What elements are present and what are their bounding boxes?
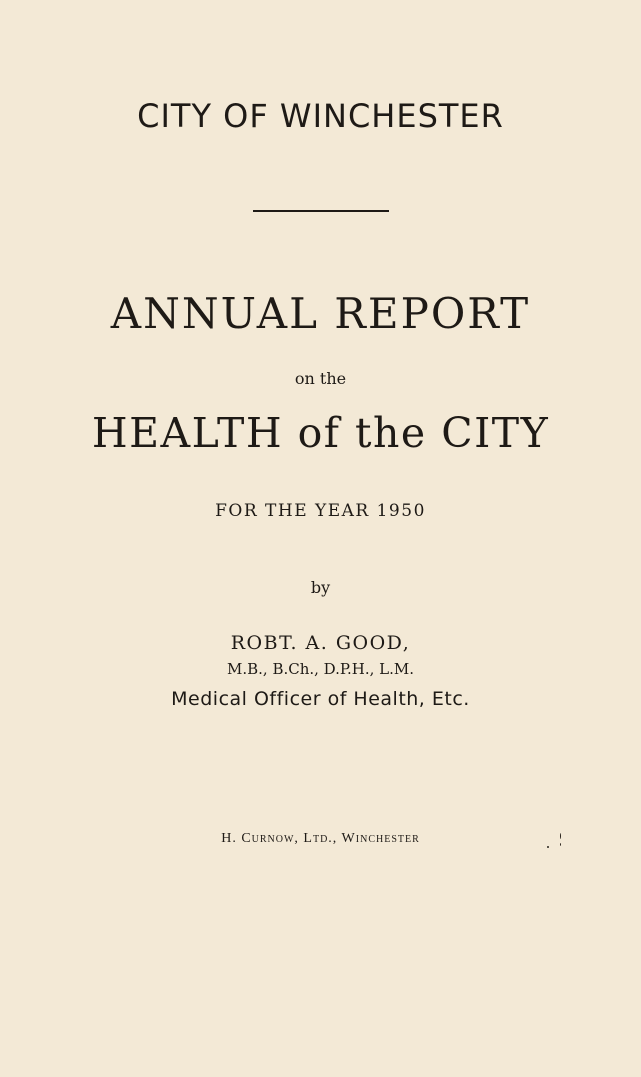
report-title: ANNUAL REPORT [110, 289, 531, 338]
title-divider [253, 210, 389, 212]
paper-speck [547, 846, 549, 848]
city-title: CITY OF WINCHESTER [137, 97, 504, 135]
author-position: Medical Officer of Health, Etc. [171, 688, 470, 710]
printer-imprint: H. Curnow, Ltd., Winchester [221, 831, 420, 846]
by-text: by [310, 578, 331, 597]
author-qualifications: M.B., B.Ch., D.P.H., L.M. [226, 660, 414, 678]
author-name: ROBT. A. GOOD, [230, 632, 411, 654]
report-subject: HEALTH of the CITY [91, 409, 550, 457]
report-period: FOR THE YEAR 1950 [215, 501, 426, 521]
paper-speck [560, 833, 561, 839]
connector-text: on the [294, 369, 347, 388]
paper-speck [560, 843, 561, 846]
